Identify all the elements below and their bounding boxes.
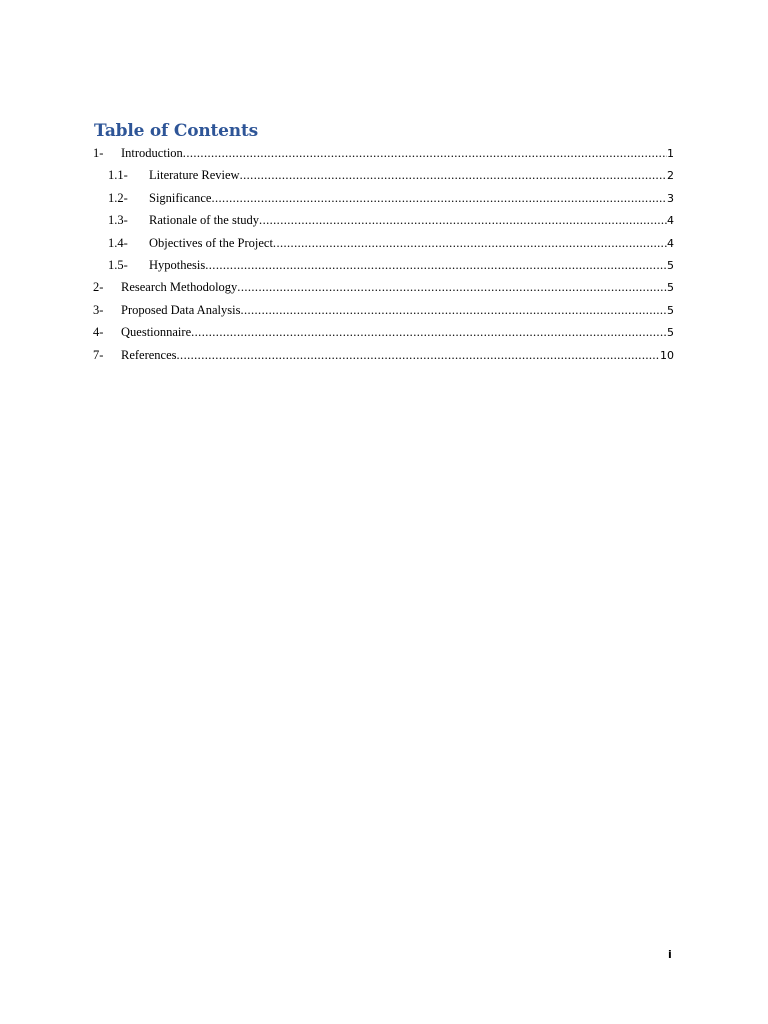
toc-dot-leader: [191, 322, 667, 342]
toc-entry-number: 7-: [93, 347, 104, 362]
toc-entry-number: 1.3-: [108, 213, 128, 228]
toc-entry[interactable]: [93, 322, 674, 342]
toc-entry[interactable]: [93, 300, 674, 320]
page-number-footer: i: [668, 948, 672, 961]
toc-entry-page: 5: [667, 303, 674, 317]
toc-entry[interactable]: [108, 188, 674, 208]
toc-entry-number: 1.1-: [108, 168, 128, 183]
toc-entry-number: 1-: [93, 146, 104, 160]
toc-entry-label: Significance: [149, 190, 212, 205]
toc-dot-leader: [177, 345, 660, 365]
toc-entry-label: Questionnaire: [121, 325, 192, 340]
toc-heading: Table of Contents: [94, 121, 258, 141]
toc-dot-leader: [205, 255, 667, 275]
toc-entry-label: Introduction: [121, 146, 183, 160]
toc-dot-leader: [211, 188, 667, 208]
toc-entry-number: 1.2-: [108, 190, 128, 205]
toc-entry-page: 4: [667, 236, 674, 250]
toc-entry-page: 5: [667, 259, 674, 272]
toc-entry-number: 2-: [93, 280, 104, 295]
toc-entry-label: Hypothesis: [149, 258, 206, 272]
toc-dot-leader: [240, 165, 667, 185]
toc-entry[interactable]: [108, 165, 674, 185]
toc-entry-page: 10: [660, 348, 674, 362]
toc-entry-page: 4: [667, 214, 674, 228]
toc-dot-leader: [183, 143, 667, 163]
toc-dot-leader: [273, 233, 667, 253]
toc-entry-label: Objectives of the Project: [149, 235, 273, 250]
toc-entry-number: 4-: [93, 325, 104, 340]
toc-entry[interactable]: [108, 210, 674, 230]
toc-entry-page: 1: [667, 147, 674, 160]
toc-entry[interactable]: [93, 277, 674, 297]
toc-dot-leader: [259, 210, 667, 230]
toc-entry-page: 3: [667, 191, 674, 205]
toc-entry[interactable]: [93, 143, 674, 163]
toc-entry-page: 2: [667, 169, 674, 183]
toc-dot-leader: [240, 300, 667, 320]
toc-entry-number: 1.4-: [108, 235, 128, 250]
toc-entry[interactable]: [108, 255, 674, 275]
toc-entry-page: 5: [667, 281, 674, 295]
toc-entry[interactable]: [108, 233, 674, 253]
toc-entry-label: Proposed Data Analysis: [121, 302, 241, 317]
toc-entry-number: 3-: [93, 302, 104, 317]
toc-entry-number: 1.5-: [108, 258, 128, 272]
toc-dot-leader: [237, 277, 667, 297]
toc-entry-label: Literature Review: [149, 168, 240, 183]
toc-entry[interactable]: [93, 345, 674, 365]
toc-entry-label: Rationale of the study: [149, 213, 260, 228]
toc-entry-label: References: [121, 347, 177, 362]
toc-entry-page: 5: [667, 326, 674, 340]
toc-entry-label: Research Methodology: [121, 280, 238, 295]
